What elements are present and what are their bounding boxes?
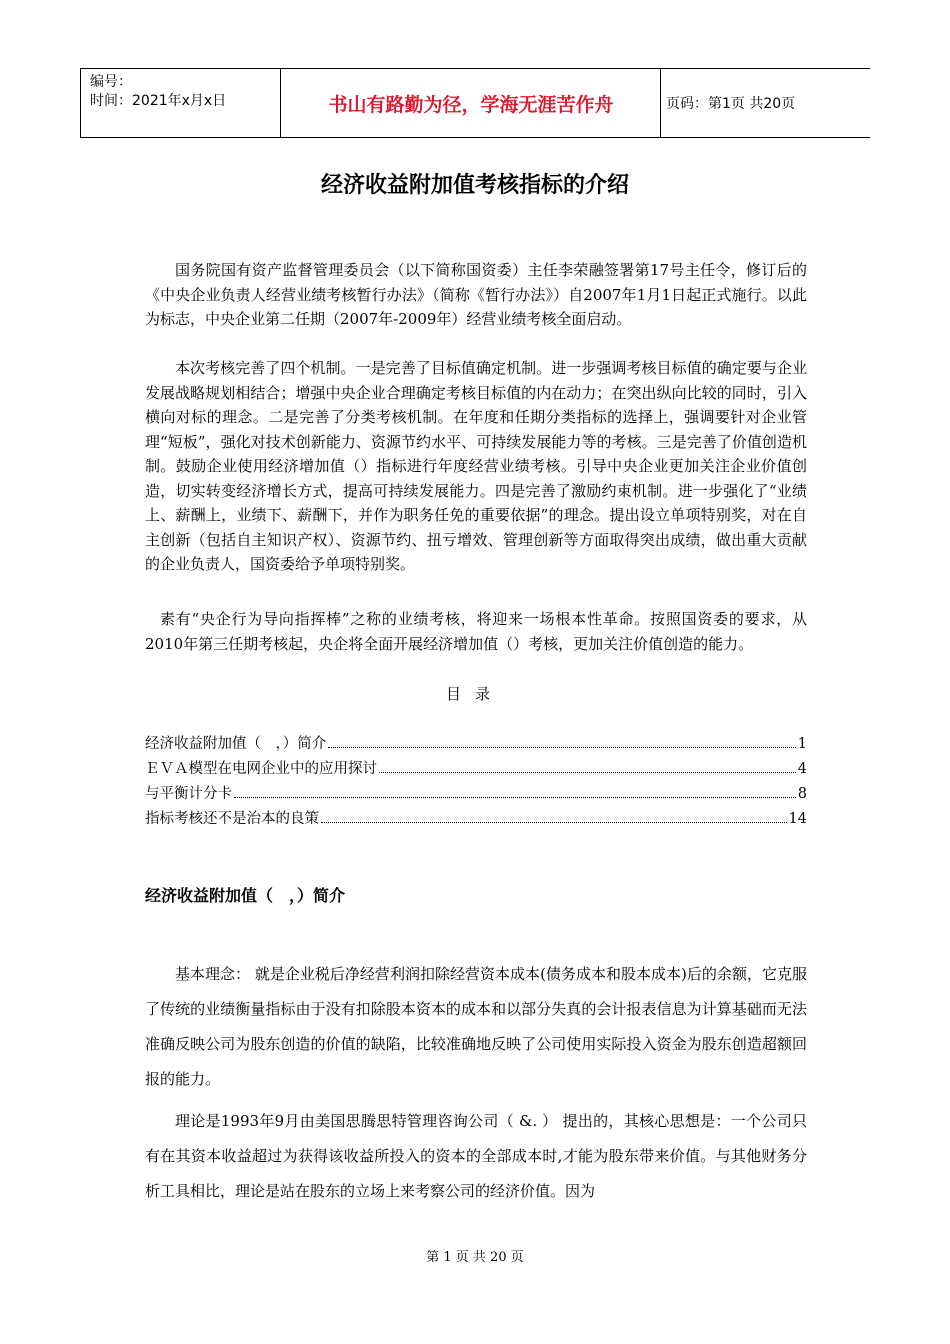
intro-paragraph-3: 素有“央企行为导向指挥棒”之称的业绩考核，将迎来一场根本性革命。按照国资委的要求，从2010年第三任期考核起，央企将全面开展经济增加值（）考核，更加关注价值创造的能力。: [145, 610, 807, 653]
toc-item-page: 4: [797, 761, 807, 777]
number-label: 编号：: [90, 74, 132, 90]
toc-item[interactable]: [145, 782, 807, 807]
document-title: 经济收益附加值考核指标的介绍: [320, 173, 629, 198]
section-heading: 经济收益附加值（ ，）简介: [145, 886, 346, 905]
toc-leader: [328, 747, 796, 748]
intro-paragraph-1: 国务院国有资产监督管理委员会（以下简称国资委）主任李荣融签署第17号主任令，修订后的《中央企业负责人经营业绩考核暂行办法》（简称《暂行办法》）自2007年1月1日起正式施行。以此为标志，中央企业第二任期（2007年-2009年）经营业绩考核全面启动。: [145, 261, 807, 328]
section-paragraph-1: 基本理念： 就是企业税后净经营利润扣除经营资本成本(债务成本和股本成本)后的余额，它克服了传统的业绩衡量指标由于没有扣除股本资本的成本和以部分失真的会计报表信息为计算基础而无法准确反映公司为股东创造的价值的缺陷，比较准确地反映了公司使用实际投入资金为股东创造超额回报的能力。: [145, 965, 807, 1088]
header-page-info: 页码：第1页 共20页: [666, 96, 796, 112]
table-of-contents: [145, 732, 807, 832]
toc-item-page: 14: [788, 811, 807, 827]
toc-item-label: 经济收益附加值（ ，）简介: [145, 736, 327, 752]
header-border-left: [80, 69, 81, 137]
toc-item-label: 指标考核还不是治本的良策: [145, 811, 319, 827]
toc-leader: [321, 822, 787, 823]
toc-leader: [379, 772, 796, 773]
toc-item[interactable]: [145, 732, 807, 757]
toc-leader: [234, 797, 796, 798]
time-label: 时间：2021年x月x日: [90, 93, 227, 109]
header-motto: 书山有路勤为径，学海无涯苦作舟: [328, 93, 614, 116]
intro-paragraph-2: 本次考核完善了四个机制。一是完善了目标值确定机制。进一步强调考核目标值的确定要与企业发展战略规划相结合；增强中央企业合理确定考核目标值的内在动力；在突出纵向比较的同时，引入横向对标的理念。二是完善了分类考核机制。在年度和任期分类指标的选择上，强调要针对企业管理“短板”，强化对技术创新能力、资源节约水平、可持续发展能力等的考核。三是完善了价值创造机制。鼓励企业使用经济增加值（）指标进行年度经营业绩考核。引导中央企业更加关注企业价值创造，切实转变经济增长方式，提高可持续发展能力。四是完善了激励约束机制。进一步强化了“业绩上、薪酬上，业绩下、薪酬下，并作为职务任免的重要依据”的理念。提出设立单项特别奖，对在自主创新（包括自主知识产权）、资源节约、扭亏增效、管理创新等方面取得突出成绩，做出重大贡献的企业负责人，国资委给予单项特别奖。: [145, 359, 807, 573]
section-paragraph-2: 理论是1993年9月由美国思腾思特管理咨询公司（ &. ） 提出的，其核心思想是：一个公司只有在其资本收益超过为获得该收益所投入的资本的全部成本时,才能为股东带来价值。与其他财务分析工具相比，理论是站在股东的立场上来考察公司的经济价值。因为: [145, 1112, 807, 1200]
toc-item-page: 1: [797, 736, 807, 752]
toc-item-page: 8: [797, 786, 807, 802]
toc-heading: 目录: [445, 685, 504, 703]
header-table: [80, 68, 870, 138]
header-meta: [90, 73, 226, 111]
header-divider-1: [280, 69, 281, 137]
toc-item-label: ＥＶＡ模型在电网企业中的应用探讨: [145, 761, 377, 777]
toc-item-label: 与平衡计分卡: [145, 786, 232, 802]
toc-item[interactable]: [145, 807, 807, 832]
page-footer: 第 1 页 共 20 页: [426, 1250, 524, 1265]
toc-item[interactable]: [145, 757, 807, 782]
header-divider-2: [660, 69, 661, 137]
